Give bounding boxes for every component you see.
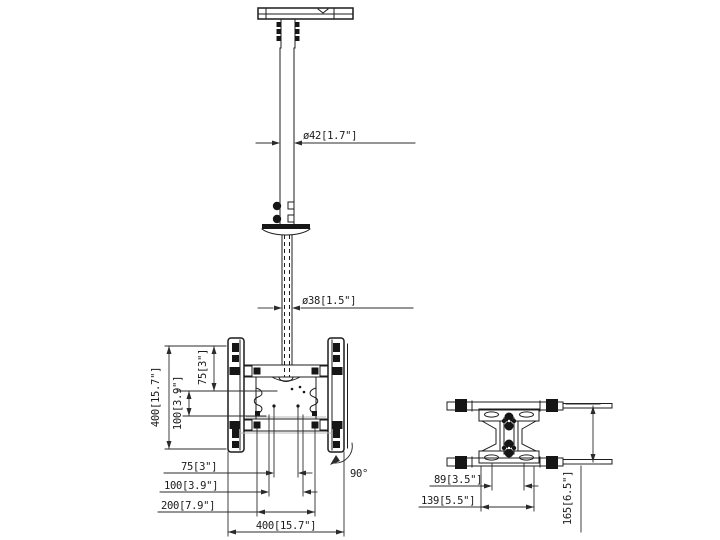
lower-pole — [282, 235, 292, 377]
dim-left-100 — [172, 376, 277, 430]
dim-pole-lower — [258, 295, 413, 311]
upper-pole — [280, 48, 294, 224]
dim-left-75 — [197, 346, 217, 391]
dim-bottom-200 — [158, 500, 315, 515]
side-top-rail — [447, 399, 612, 412]
dim-label-bottom-75: 75[3"] — [181, 461, 218, 473]
dim-bottom-75 — [164, 461, 312, 476]
dim-bottom-400 — [228, 520, 344, 535]
right-rail — [328, 338, 348, 452]
knob-lower — [273, 215, 281, 223]
top-bar — [244, 365, 328, 382]
swivel-annotation — [330, 443, 368, 480]
pole-stem — [277, 19, 300, 48]
dim-label-left-75: 75[3"] — [197, 348, 209, 386]
dim-label-pole-lower: ø38[1.5"] — [302, 295, 357, 307]
dim-label-pole-upper: ø42[1.7"] — [303, 130, 358, 142]
dim-label-left-100: 100[3.9"] — [172, 375, 184, 431]
dim-label-side-165: 165[6.5"] — [562, 470, 574, 526]
bottom-extension-lines — [228, 408, 344, 536]
swivel-label: 90° — [350, 468, 369, 480]
dim-label-side-89: 89[3.5"] — [434, 474, 483, 486]
dim-side-89 — [430, 474, 538, 489]
side-view — [419, 399, 612, 532]
dim-side-165 — [562, 404, 600, 532]
dim-label-bottom-100: 100[3.9"] — [164, 480, 219, 492]
side-extension-lines — [481, 463, 534, 511]
side-body — [479, 409, 539, 463]
dim-label-bottom-200: 200[7.9"] — [161, 500, 216, 512]
collar — [262, 224, 310, 229]
dim-label-left-400: 400[15.7"] — [150, 366, 162, 428]
dim-side-139 — [419, 495, 534, 510]
front-view — [150, 8, 415, 536]
left-rail — [228, 338, 244, 452]
ceiling-plate — [258, 8, 353, 19]
dim-label-side-139: 139[5.5"] — [421, 495, 476, 507]
vesa-plate — [254, 377, 318, 419]
adjustment-joint — [262, 202, 310, 235]
knob-upper — [273, 202, 281, 210]
dim-label-bottom-400: 400[15.7"] — [255, 520, 317, 532]
dim-bottom-100 — [160, 480, 317, 495]
